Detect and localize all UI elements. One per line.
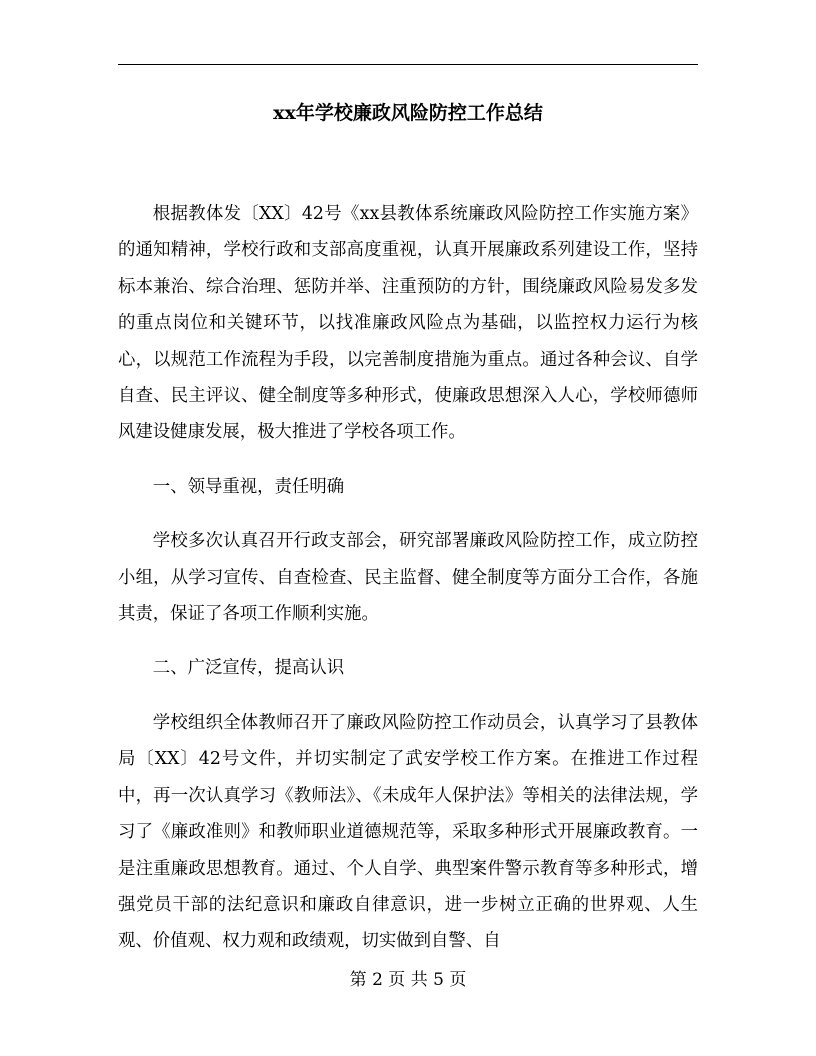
paragraph-gap <box>118 505 698 523</box>
paragraph-gap <box>118 687 698 705</box>
section-2-heading: 二、广泛宣传，提高认识 <box>152 658 345 679</box>
document-title: xx年学校廉政风险防控工作总结 <box>273 102 543 124</box>
section-1-paragraph: 学校多次认真召开行政支部会，研究部署廉政风险防控工作，成立防控小组，从学习宣传、自查检查、民主监督、健全制度等方面分工合作，各施其责，保证了各项工作顺利实施。 <box>118 531 698 625</box>
page-number-footer: 第 2 页 共 5 页 <box>349 970 467 990</box>
paragraph-gap <box>118 632 698 650</box>
section-1-heading: 一、领导重视，责任明确 <box>152 476 345 497</box>
header-rule <box>118 64 698 65</box>
paragraph-gap <box>118 451 698 469</box>
intro-paragraph: 根据教体发〔XX〕42号《xx县教体系统廉政风险防控工作实施方案》的通知精神，学校行政和支部高度重视，认真开展廉政系列建设工作，坚持标本兼治、综合治理、惩防并举、注重预防的方针，围绕廉政风险易发多发的重点岗位和关键环节，以找准廉政风险点为基础，以监控权力运行为核心，以规范工作流程为手段，以完善制度措施为重点。通过各种会议、自学自查、民主评议、健全制度等多种形式，使廉政思想深入人心，学校师德师风建设健康发展，极大推进了学校各项工作。 <box>118 204 698 443</box>
document-body <box>118 196 698 960</box>
section-2-paragraph: 学校组织全体教师召开了廉政风险防控工作动员会，认真学习了县教体局〔XX〕42号文件，并切实制定了武安学校工作方案。在推进工作过程中，再一次认真学习《教师法》、《未成年人保护法》等相关的法律法规，学习了《廉政准则》和教师职业道德规范等，采取多种形式开展廉政教育。一是注重廉政思想教育。通过、个人自学、典型案件警示教育等多种形式，增强党员干部的法纪意识和廉政自律意识，进一步树立正确的世界观、人生观、价值观、权力观和政绩观，切实做到自警、自 <box>118 712 698 952</box>
